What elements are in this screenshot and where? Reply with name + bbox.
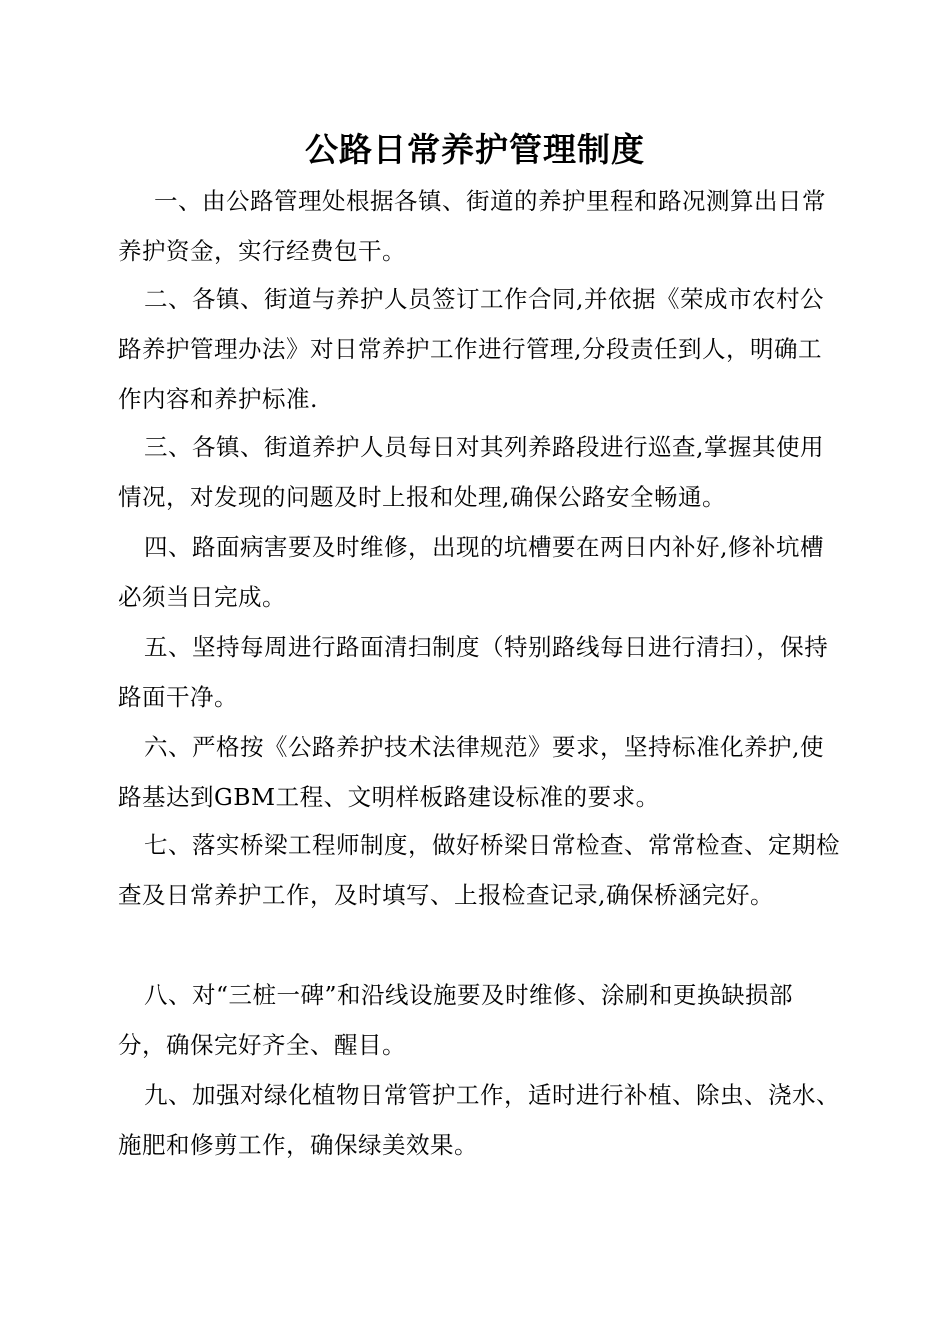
paragraph-3: 三、各镇、街道养护人员每日对其列养路段进行巡查,掌握其使用情况，对发现的问题及时上报和处理,确保公路安全畅通。 [118,433,824,511]
paragraph-4: 四、路面病害要及时维修，出现的坑槽要在两日内补好,修补坑槽必须当日完成。 [118,533,824,611]
document-title: 公路日常养护管理制度 [305,130,645,169]
paragraph-9: 九、加强对绿化植物日常管护工作，适时进行补植、除虫、浇水、施肥和修剪工作，确保绿美效果。 [118,1081,840,1159]
paragraph-6: 六、严格按《公路养护技术法律规范》要求，坚持标准化养护,使路基达到GBM工程、文明样板路建设标准的要求。 [118,733,824,811]
paragraph-5: 五、坚持每周进行路面清扫制度（特别路线每日进行清扫），保持路面干净。 [118,633,829,711]
paragraph-1: 一、由公路管理处根据各镇、街道的养护里程和路况测算出日常养护资金，实行经费包干。 [118,187,826,265]
paragraph-7: 七、落实桥梁工程师制度，做好桥梁日常检查、常常检查、定期检查及日常养护工作，及时填写、上报检查记录,确保桥涵完好。 [118,831,840,909]
paragraph-8: 八、对“三桩一碑”和沿线设施要及时维修、涂刷和更换缺损部分，确保完好齐全、醒目。 [118,981,794,1059]
paragraph-2: 二、各镇、街道与养护人员签订工作合同,并依据《荣成市农村公路养护管理办法》对日常养护工作进行管理,分段责任到人，明确工作内容和养护标准. [118,285,824,413]
